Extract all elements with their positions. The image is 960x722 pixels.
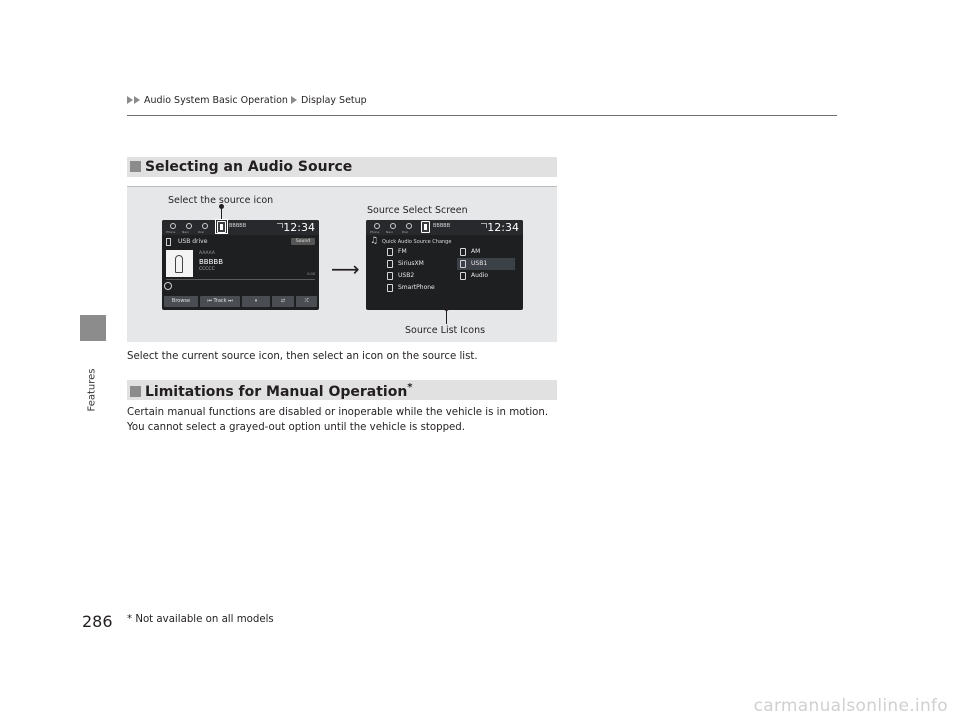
pause-button[interactable]: ⏸ — [242, 296, 270, 307]
instruction-text: Select the current source icon, then select an icon on the source list. — [127, 351, 478, 362]
shuffle-button[interactable]: ⤮ — [296, 296, 317, 307]
album-figure-icon — [175, 255, 183, 273]
clock: 12:34 — [283, 221, 315, 234]
limitations-text-line2: You cannot select a grayed-out option until the vehicle is stopped. — [127, 422, 466, 433]
prev-icon[interactable]: ⏮ — [207, 298, 212, 304]
source-label: Audio — [471, 272, 489, 279]
signal-icon — [481, 223, 487, 228]
playback-controls — [164, 296, 317, 307]
source-label: FM — [398, 248, 407, 255]
transition-arrow-icon: ⟶ — [331, 257, 360, 281]
audio-screen-usb — [162, 220, 319, 310]
navi-icon[interactable]: Navi — [388, 222, 399, 233]
source-item-usb2[interactable] — [384, 270, 456, 282]
repeat-button[interactable]: ⇄ — [272, 296, 294, 307]
source-select-screen — [366, 220, 523, 310]
breadcrumb — [127, 95, 367, 106]
source-row — [164, 237, 317, 247]
page-number: 286 — [82, 612, 113, 631]
track-album: CCCCC — [199, 267, 215, 272]
breadcrumb-current-display-setup[interactable]: Display Setup — [301, 95, 367, 106]
browse-button[interactable]: Browse — [164, 296, 198, 307]
dial-icon[interactable]: Dial — [200, 222, 211, 233]
source-item-am[interactable] — [457, 246, 515, 258]
source-icon-highlight — [215, 219, 228, 234]
breadcrumb-link-audio-basic[interactable]: Audio System Basic Operation — [144, 95, 288, 106]
chapter-tab[interactable] — [82, 355, 102, 425]
source-item-fm[interactable] — [384, 246, 456, 258]
source-label: SiriusXM — [398, 260, 424, 267]
watermark: carmanualsonline.info — [753, 696, 948, 716]
section-heading-audio-source — [127, 157, 557, 177]
usb-icon — [460, 260, 466, 268]
track-title: BBBBB — [199, 258, 224, 266]
screen-status-bar — [162, 220, 319, 235]
chapter-tab-marker — [80, 315, 106, 341]
status-text: BBBBB — [433, 223, 451, 229]
track-artist: AAAAA — [199, 251, 215, 256]
source-usb-icon[interactable] — [421, 221, 430, 233]
chapter-tab-label: Features — [86, 368, 98, 412]
clock: 12:34 — [487, 221, 519, 234]
footnote: * Not available on all models — [127, 614, 274, 625]
screen-status-bar — [366, 220, 523, 235]
breadcrumb-arrow-icon — [291, 96, 297, 104]
dial-icon[interactable]: Dial — [404, 222, 415, 233]
phone-icon[interactable]: Phone — [372, 222, 383, 233]
callout-source-select-screen: Source Select Screen — [367, 205, 468, 216]
smartphone-icon — [387, 284, 393, 292]
volume-knob-icon[interactable] — [164, 282, 172, 290]
source-label: USB1 — [471, 260, 488, 267]
section-heading-limitations — [127, 380, 557, 400]
breadcrumb-arrow-icon — [127, 96, 133, 104]
phone-icon[interactable]: Phone — [168, 222, 179, 233]
fm-icon — [387, 248, 393, 256]
section-heading-text: Selecting an Audio Source — [145, 159, 353, 175]
callout-leader-source-list — [446, 310, 447, 324]
siriusxm-icon — [387, 260, 393, 268]
sound-button[interactable]: Sound — [291, 238, 315, 245]
heading-bullet-icon — [130, 386, 141, 397]
source-item-smartphone[interactable] — [384, 282, 456, 294]
header-rule — [127, 115, 837, 116]
status-text: BBBBB — [229, 223, 247, 229]
heading-bullet-icon — [130, 161, 141, 172]
music-note-icon: ♫ — [370, 236, 379, 246]
source-label: USB drive — [178, 238, 208, 245]
quick-source-title: Quick Audio Source Change — [382, 239, 452, 245]
elapsed-time: 0:00 — [307, 272, 315, 276]
usb-icon — [387, 272, 393, 280]
section-heading-text: Limitations for Manual Operation — [145, 384, 408, 400]
usb-drive-icon — [166, 238, 171, 246]
limitations-text-line1: Certain manual functions are disabled or inoperable while the vehicle is in motion. — [127, 407, 549, 418]
source-item-usb1[interactable] — [457, 258, 515, 270]
source-label: USB2 — [398, 272, 415, 279]
not-all-models-marker[interactable]: * — [407, 382, 413, 393]
breadcrumb-arrow-icon — [134, 96, 140, 104]
progress-bar[interactable] — [166, 279, 315, 280]
track-button[interactable] — [200, 296, 240, 307]
track-label: Track — [213, 298, 227, 304]
source-label: AM — [471, 248, 481, 255]
callout-select-source-icon: Select the source icon — [168, 195, 274, 206]
signal-icon — [277, 223, 283, 228]
next-icon[interactable]: ⏭ — [228, 298, 233, 304]
source-item-siriusxm[interactable] — [384, 258, 456, 270]
bluetooth-icon — [460, 272, 466, 280]
source-label: SmartPhone — [398, 284, 435, 291]
am-icon — [460, 248, 466, 256]
source-item-bluetooth-audio[interactable] — [457, 270, 515, 282]
callout-source-list-icons: Source List Icons — [405, 325, 486, 336]
navi-icon[interactable]: Navi — [184, 222, 195, 233]
album-art — [166, 250, 193, 277]
